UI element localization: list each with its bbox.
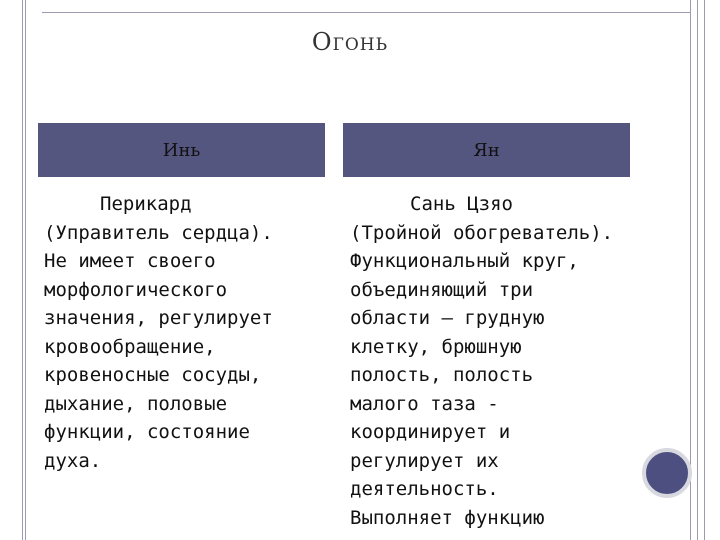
- right-line-decoration: [697, 0, 698, 540]
- decorative-circle-icon: [642, 448, 692, 498]
- text-line: деятельность.: [350, 478, 499, 500]
- text-line: Не имеет своего: [44, 250, 216, 272]
- header-yin-label: Инь: [162, 139, 201, 161]
- text-line: Выполняет функцию: [350, 506, 545, 529]
- text-line: малого таза -: [350, 392, 499, 415]
- text-line: клетку, брюшную: [350, 335, 522, 358]
- slide-title: Огонь: [311, 28, 389, 56]
- text-line: Перикард: [100, 193, 192, 215]
- header-yin: [38, 123, 325, 177]
- text-line: области – грудную: [350, 307, 545, 329]
- top-line-decoration: [42, 12, 690, 13]
- header-yang-label: Ян: [473, 139, 500, 161]
- text-line: (Управитель сердца).: [44, 221, 273, 244]
- text-line: регулирует их: [350, 449, 499, 472]
- left-border-decoration: [3, 0, 26, 540]
- column-yang-text: [350, 190, 640, 532]
- text-line: духа.: [44, 449, 102, 472]
- right-line-decoration: [690, 0, 691, 540]
- text-line: Функциональный круг,: [350, 250, 579, 272]
- text-line: значения, регулирует: [44, 307, 273, 329]
- text-line: кровообращение,: [44, 335, 216, 358]
- text-line: полость, полость: [350, 364, 534, 386]
- text-line: объединяющий три: [350, 278, 534, 301]
- text-line: функции, состояние: [44, 421, 250, 443]
- text-line: Сань Цзяо: [410, 193, 513, 215]
- text-line: координирует и: [350, 421, 511, 443]
- header-yang: [343, 123, 630, 177]
- text-line: (Тройной обогреватель).: [350, 221, 614, 244]
- text-line: дыхание, половые: [44, 392, 228, 415]
- text-line: кровеносные сосуды,: [44, 364, 262, 386]
- column-yin-text: [44, 190, 334, 475]
- right-line-decoration: [704, 0, 705, 540]
- text-line: морфологического: [44, 278, 228, 301]
